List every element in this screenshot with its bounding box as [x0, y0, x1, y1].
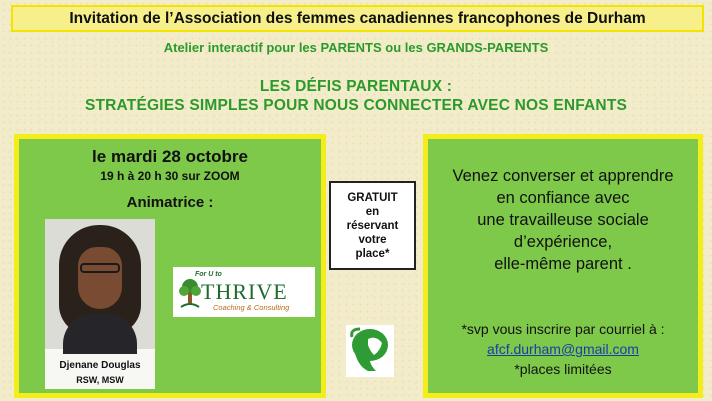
- animatrice-label: Animatrice :: [126, 194, 214, 211]
- info-line-4: d’expérience,: [513, 233, 613, 251]
- info-line-3: une travailleuse sociale: [477, 211, 649, 229]
- gratuit-line-4: votre: [358, 233, 387, 246]
- event-time: 19 h à 20 h 30 sur ZOOM: [100, 169, 240, 183]
- register-instruction: *svp vous inscrire par courriel à :: [461, 321, 665, 337]
- email-link[interactable]: afcf.durham@gmail.com: [487, 341, 639, 357]
- presenter-photo: [45, 219, 155, 389]
- thrive-wordmark: THRIVE: [201, 279, 288, 304]
- presenter-credentials: RSW, MSW: [76, 375, 124, 385]
- info-line-2: en confiance avec: [496, 189, 630, 207]
- gratuit-line-2: en: [365, 205, 380, 218]
- gratuit-line-5: place*: [355, 247, 390, 260]
- registration-block: [428, 319, 698, 379]
- event-date: le mardi 28 octobre: [92, 147, 248, 166]
- workshop-subtitle: Atelier interactif pour les PARENTS ou les GRANDS-PARENTS: [163, 40, 549, 55]
- thrive-logo: [173, 267, 315, 317]
- info-panel: [423, 134, 703, 398]
- thrive-tagline: Coaching & Consulting: [213, 303, 290, 312]
- gratuit-line-3: réservant: [346, 219, 399, 232]
- info-line-5: elle-même parent .: [494, 255, 632, 273]
- free-registration-box: [329, 181, 416, 270]
- invitation-banner: Invitation de l’Association des femmes canadiennes francophones de Durham: [11, 5, 704, 32]
- info-text-block: [428, 165, 698, 275]
- afcf-logo: [346, 325, 394, 377]
- presenter-name: Djenane Douglas: [59, 360, 141, 371]
- event-details-panel: [14, 134, 326, 398]
- woman-profile-icon: [346, 325, 394, 377]
- thrive-small-text: For U to: [195, 271, 222, 278]
- tree-icon: [177, 277, 203, 311]
- title-line-2: STRATÉGIES SIMPLES POUR NOUS CONNECTER AVEC NOS ENFANTS: [84, 97, 628, 114]
- limited-places-note: *places limitées: [514, 361, 612, 377]
- info-line-1: Venez converser et apprendre: [452, 167, 674, 185]
- title-line-1: LES DÉFIS PARENTAUX :: [259, 78, 453, 95]
- gratuit-line-1: GRATUIT: [347, 191, 398, 204]
